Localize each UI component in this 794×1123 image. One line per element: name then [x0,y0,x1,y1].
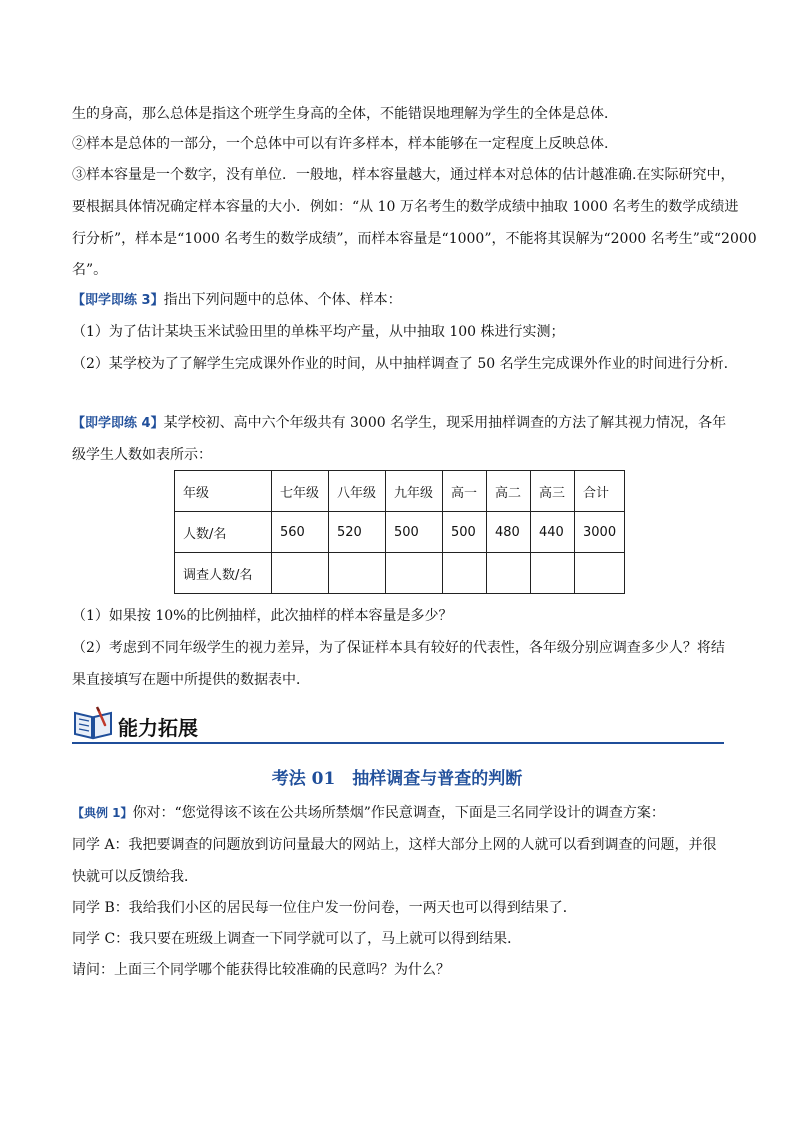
table-cell-empty [386,553,443,594]
table-cell-empty [531,553,575,594]
book-icon [72,705,114,741]
practice3-text: 指出下列问题中的总体、个体、样本： [163,292,402,308]
practice4-header [72,413,732,434]
example1-tag: 【典例 1】 [72,806,133,820]
table-cell: 480 [487,512,531,553]
table-cell-empty [272,553,329,594]
paragraph-line: ②样本是总体的一部分，一个总体中可以有许多样本，样本能够在一定程度上反映总体. [72,136,609,152]
paragraph-line: 要根据具体情况确定样本容量的大小．例如：“从 10 万名考生的数学成绩中抽取 1000 名考生的数学成绩进 [72,199,739,215]
table-header-cell: 八年级 [329,471,386,512]
table-cell: 调查人数/名 [175,553,272,594]
table-cell: 500 [443,512,487,553]
example1-b: 同学 B：我给我们小区的居民每一位住户发一份问卷，一两天也可以得到结果了． [72,900,577,916]
table-cell: 人数/名 [175,512,272,553]
practice3-q1: （1）为了估计某块玉米试验田里的单株平均产量，从中抽取 100 株进行实测； [72,324,565,340]
practice4-q2-cont: 果直接填写在题中所提供的数据表中． [72,672,310,688]
paragraph-line: 生的身高，那么总体是指这个班学生身高的全体，不能错误地理解为学生的全体是总体． [72,106,618,122]
practice3-header [72,290,732,311]
table-header-cell: 高三 [531,471,575,512]
table-header-row [175,471,625,512]
table-cell-empty [329,553,386,594]
section-title: 能力拓展 [118,716,198,740]
practice3-tag: 【即学即练 3】 [72,293,164,308]
table-cell: 560 [272,512,329,553]
practice4-q2: （2）考虑到不同年级学生的视力差异，为了保证样本具有较好的代表性，各年级分别应调查多少人？将结 [72,640,725,656]
practice3-q2: （2）某学校为了了解学生完成课外作业的时间，从中抽样调查了 50 名学生完成课外作业的时间进行分析. [72,356,729,372]
grade-table [174,470,625,594]
practice4-tag: 【即学即练 4】 [72,416,164,431]
table-header-cell: 高一 [443,471,487,512]
paragraph-line: 名”。 [72,262,108,278]
example1-question: 请问：上面三个同学哪个能获得比较准确的民意吗？为什么？ [72,962,450,978]
section-divider [72,742,724,744]
table-cell: 3000 [575,512,625,553]
table-header-cell: 合计 [575,471,625,512]
table-cell: 500 [386,512,443,553]
table-header-cell: 高二 [487,471,531,512]
example1-a2: 快就可以反馈给我． [72,869,198,885]
kaofa-title: 考法 01 抽样调查与普查的判断 [271,769,523,789]
table-cell-empty [575,553,625,594]
table-header-cell: 九年级 [386,471,443,512]
practice4-text-cont: 级学生人数如表所示： [72,447,212,463]
paragraph-line: 行分析”，样本是“1000 名考生的数学成绩”，而样本容量是“1000”，不能将其误解为“2000 名考生”或“2000 [72,231,757,247]
table-cell: 440 [531,512,575,553]
table-header-cell: 年级 [175,471,272,512]
table-row [175,553,625,594]
table-cell: 520 [329,512,386,553]
example1-header [72,803,732,823]
paragraph-line: ③样本容量是一个数字，没有单位．一般地，样本容量越大，通过样本对总体的估计越准确.在实际研究中， [72,167,735,183]
practice4-q1: （1）如果按 10%的比例抽样，此次抽样的样本容量是多少？ [72,608,453,624]
table-cell-empty [443,553,487,594]
table-cell-empty [487,553,531,594]
table-row [175,512,625,553]
example1-c: 同学 C：我只要在班级上调查一下同学就可以了，马上就可以得到结果． [72,931,522,947]
example1-a1: 同学 A：我把要调查的问题放到访问量最大的网站上，这样大部分上网的人就可以看到调查的问题，并很 [72,837,717,853]
example1-text: 你对：“您觉得该不该在公共场所禁烟”作民意调查，下面是三名同学设计的调查方案： [132,805,665,821]
table-header-cell: 七年级 [272,471,329,512]
practice4-text: 某学校初、高中六个年级共有 3000 名学生，现采用抽样调查的方法了解其视力情况，各年 [163,415,727,431]
